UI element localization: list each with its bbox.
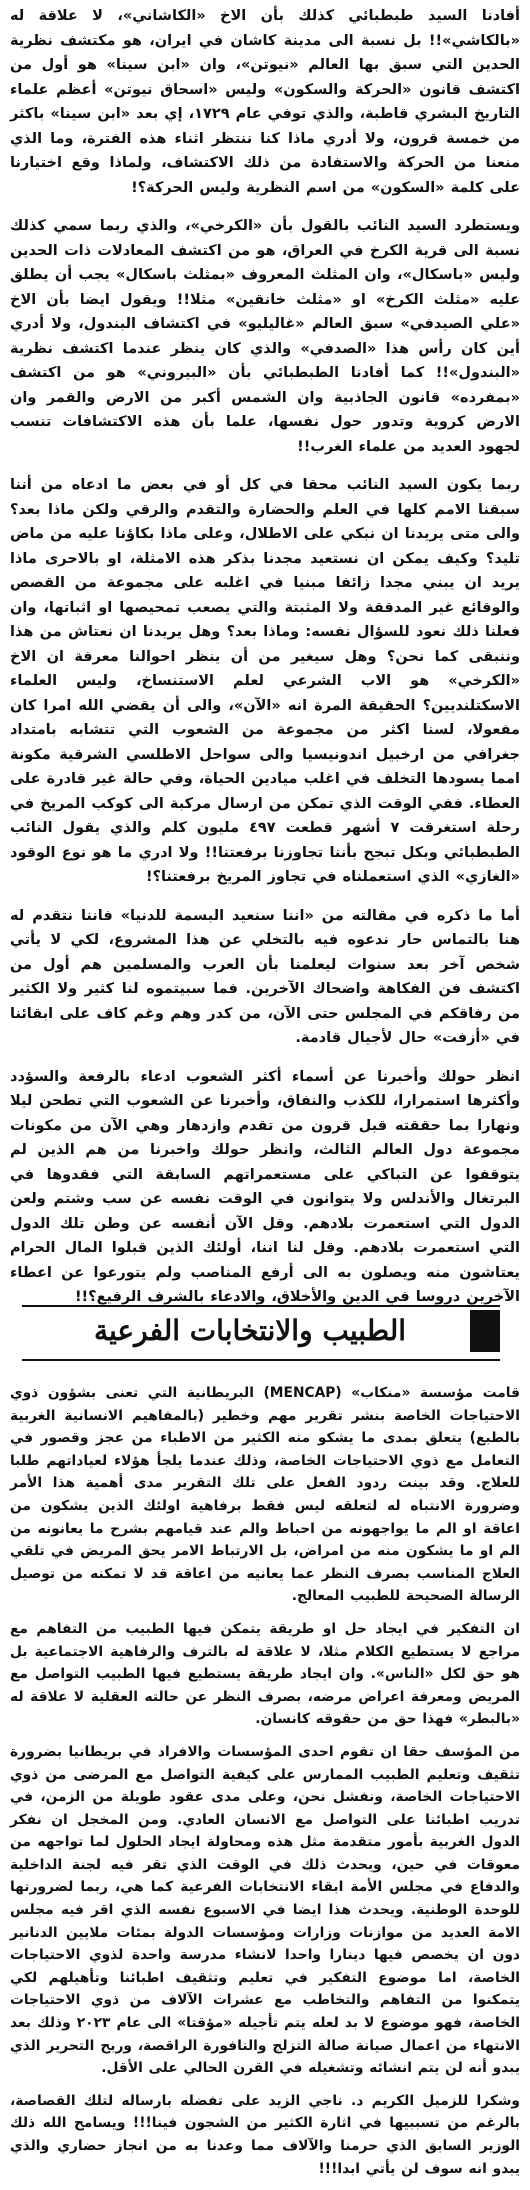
section-paragraph: قامت مؤسسة «منكاب» (MENCAP) البريطانية التي تعنى بشؤون ذوي الاحتياجات الخاصة بنشر تقرير مهم وخطير (بالمفاهيم الانسانية الغربية بالطبع) يتعلق بمدى ما يشكو منه الكثير من الاطباء من عجز وقصور في التعامل مع ذوي الاحتياجات الخاصة، وذلك عندما يلجأ هؤلاء لعياداتهم طلبا للعلاج. وقد بينت ردود الفعل على تلك التقرير مدى أهمية هذا الأمر وضرورة الانتباه له لتعلقه ليس فقط برفاهية اولئك الذين يشكون من اعاقة او الم ما يواجهونه من احباط والم عند قيامهم بشرح ما يعانونه من الم او ما يشكون منه من امراض، بل الارتباط الامر يحق المريض في تلقي العلاج المناسب بصرف النظر عما يعانيه من اعاقة قد لا تمكنه من توصيل الرسالة الصحيحة للطبيب المعالج.	[10, 1385, 521, 1605]
article-upper-column	[10, 4, 520, 1324]
section-paragraph: وشكرا للزميل الكريم د. ناجي الزيد على تفضله بارساله لتلك القصاصة، بالرغم من تسببيها في اثارة الكثير من الشجون فينا!!! ويسامح الله ذلك الوزير السابق الذي حرمنا والآلاف مما وعدنا به من انجاز حضاري والذي يبدو انه سوف لن يأتي ابدا!!!	[10, 2092, 520, 2177]
article-paragraph: ربما يكون السيد النائب محقا في كل أو في بعض ما ادعاه من أننا سبقنا الامم كلها في العلم والحضارة والتقدم والرقي ولكن ماذا بعد؟ والى متى يريدنا ان نبكي على الاطلال، وعلى ماذا بكاؤنا عليه من ماض تليد؟ وكيف يمكن ان نستعيد مجدنا بذكر هذه الامثلة، او بالاحرى ماذا يريد ان يبني مجدا زائفا مبنيا في اغلبه على مجموعة من القصص والوقائع غير المدققة ولا المثبتة والتي يصعب تمحيصها او اثباتها، وان فعلنا ذلك نعود للسؤال نفسه: وماذا بعد؟ وهل يريدنا ان نعتاش من هذا وننبقى كما نحن؟ وهل سيغير من أن ينظر احوالنا معرفة ان الاخ «الكرخي» هو الاب الشرعي لعلم الاستنساخ، وليس العلماء الاسكتلنديين؟ الحقيقة المرة انه «الآن»، والى أن يقضي الله امرا كان مفعولا، لسنا اكثر من مجموعة من الشعوب التي تتشابه بامتداد جغرافي من ارخبيل اندونيسيا والى سواحل الاطلسي الشرقية مكونة امما يسودها التخلف في اغلب ميادين الحياة، وفي حالة غير قادرة على العطاء. ففي الوقت الذي تمكن من ارسال مركبة الى كوكب المريخ في رحلة استغرقت ٧ أشهر قطعت ٤٩٧ مليون كلم والذي يقول النائب الطبطبائي وبكل تبجح بأننا تجاوزنا برفعتنا!! ولا ادري ما هو نوع الوقود «الغازي» الذي استعملناه في تجاوز المريخ برفعتنا؟!	[10, 477, 520, 885]
article-paragraph: أفادنا السيد طبطبائي كذلك بأن الاخ «الكاشاني»، لا علاقة له «بالكاشي»!! بل نسبة الى مدينة كاشان في ايران، هو مكتشف نظرية الحدين التي سبق بها العالم «نيوتن»، وان «ابن سينا» هو أول من اكتشف قانون «الحركة والسكون» وليس «اسحاق نيوتن» أعظم علماء التاريخ البشري قاطبة، والذي توفي عام ١٧٢٩، إي بعد «ابن سينا» باكثر من خمسة قرون، ولا أدري ماذا كنا ننتظر اثناء هذه الفترة، وما الذي منعنا من الحركة والاستفادة من ذلك الاكتشاف، ولماذا وقع اختيارنا على كلمة «السكون» من اسم النظرية وليس الحركة؟!	[10, 8, 520, 196]
section-heading: الطبيب والانتخابات الفرعية	[93, 1314, 407, 1347]
article-paragraph: انظر حولك وأخبرنا عن أسماء أكثر الشعوب ادعاء بالرفعة والسؤدد وأكثرها استمرارا، للكذب والنفاق، وأخبرنا عن الشعوب التي تطحن ليلا ونهارا بما حققته قبل قرون من تقدم وازدهار وهي الآن من مكونات مجموعة دول العالم الثالث، وانظر حولك واخبرنا من هم الذين لم يتوقفوا عن التباكي على مستعمراتهم السابقة التي فقدوها في البرتغال والأندلس ولا يتوانون في الوقت نفسه عن سب وشتم ولعن الدول التي استعمرت بلادهم. وقل الآن أنفسه عن وطن تلك الدول التي استعمرت بلادهم. وقل لنا اننا، أولئك الذين قبلوا المال الحرام يعتاشون منه ويصلون به الى أرفع المناصب ولم يتورعوا عن اعطاء الآخرين دروسا في الدين والأخلاق، والادعاء بالشرف الرفيع؟!!	[10, 1068, 520, 1305]
article-paragraph: أما ما ذكره في مقالته من «اننا سنعيد البسمة للدنيا» فاننا نتقدم له هنا بالتماس حار ندعوه فيه بالتخلي عن هذا المشروع، لكي لا يأتي شخص آخر بعد سنوات ليعلمنا بأن العرب والمسلمين هم أول من اكتشف فن الفكاهة واضحاك الآخرين. فما سبيتموه لنا كثير ولا الكثير من رفاقكم في المجلس حتى الآن، من كدر وهم وغم كاف على ابقائنا في «أزفت» حال لأجيال قادمة.	[10, 907, 520, 1046]
section-heading-marker	[470, 1310, 500, 1352]
article-lower-column	[10, 1382, 520, 2190]
section-paragraph: ان التفكير في ايجاد حل او طريقة يتمكن فيها الطبيب من التفاهم مع مراجع لا يستطيع الكلام مثلا، لا علاقة له بالترف والرفاهية الاجتماعية بل هو حق لكل «الناس». وان ايجاد طريقة يستطيع فيها الطبيب التواصل مع المريض ومعرفة اعراض مرضه، بصرف النظر عن حالته العقلية لا علاقة له «بالبطر» فهذا حق من حقوقه كانسان.	[10, 1620, 520, 1728]
section-paragraph: من المؤسف حقا ان تقوم احدى المؤسسات والافراد في بريطانيا بضرورة تثقيف وتعليم الطبيب الممارس على كيفية التواصل مع المرضى من ذوي الاحتياجات الخاصة، ونفشل نحن، وعلى مدى عقود طويلة من الزمن، في تدريب اطبائنا على التواصل مع الانسان العادي. ومن المخجل ان نفكر الدول الغربية بأمور متقدمة مثل هذه ومحاولة ايجاد الحلول لما تواجهه من معوقات في حين، ويحدث ذلك في الوقت الذي تقر فيه لجنة الداخلية والدفاع في مجلس الأمة ابقاء الانتخابات الفرعية كما هي، ربما لضرورتها للوحدة الوطنية. ويحدث هذا ايضا في الاسبوع نفسه الذي اقر فيه مجلس الامة العديد من موازنات وزارات ومؤسسات الدولة بمئات ملايين الدنانير دون ان يخصص فيها دينارا واحدا لانشاء مدرسة واحدة لذوي الاحتياجات الخاصة، اما موضوع التفكير في تعليم وتثقيف اطبائنا وتأهيلهم لكي يتمكنوا من التفاهم والتخاطب مع عشرات الآلاف من ذوي الاحتياجات الخاصة، فهو موضوع لا بد لعله يتم تأجيله «مؤقتا» الى عام ٢٠٢٣ وذلك بعد الانتهاء من اعمال صيانة صالة التزلج والنافورة الراقصة، وربح التحرير الذي يبدو أنه لن يتم انشائه وتشغيله في القرن الحالي على الأقل.	[10, 1743, 520, 2077]
article-paragraph: ويستطرد السيد النائب بالقول بأن «الكرخي»، والذي ربما سمي كذلك نسبة الى قرية الكرخ في العراق، هو من اكتشف المعادلات ذات الحدين وليس «باسكال»، وان المثلث المعروف «بمثلث باسكال» يجب أن يطلق عليه «مثلث الكرخ» او «مثلث خانقين» مثلا!! ويقول ايضا بأن الاخ «علي الصيدفي» سبق العالم «غاليليو» في اكتشاف البندول، ولا أدري أين كان رأس هذا «الصدفي» والذي كان ينظر عندما اكتشف نظرية «البندول»!! كما أفادنا الطبطبائي بأن «البيروني» هو من اكتشف «بمفرده» قانون الجاذبية وان الشمس أكبر من الارض والقمر وان الارض كروية وتدور حول نفسها، علما بأن هذه الاكتشافات تنسب لجهود العديد من علماء الغرب!!	[10, 218, 520, 455]
